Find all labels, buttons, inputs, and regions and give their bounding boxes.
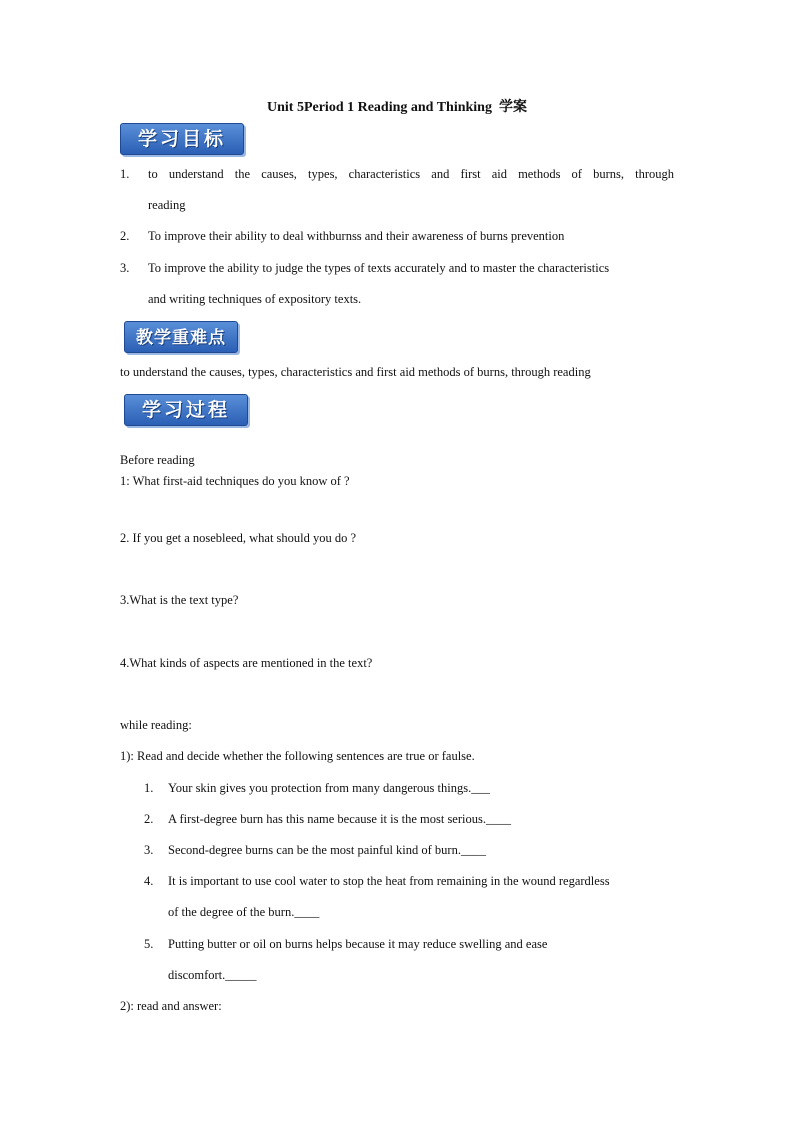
- objective-3-text-cont: and writing techniques of expository texts.: [148, 292, 362, 306]
- process-badge-label: 学习过程: [141, 399, 230, 421]
- before-question-1: 1: What first-aid techniques do you know of ?: [120, 474, 350, 488]
- objective-3-text: To improve the ability to judge the types of texts accurately and to master the characteristics: [148, 261, 610, 275]
- objectives-badge-label: 学习目标: [137, 128, 226, 150]
- statement-2-text: A first-degree burn has this name because it is the most serious.____: [168, 812, 511, 826]
- statement-5-number: 5.: [144, 937, 154, 951]
- before-reading-heading: Before reading: [120, 453, 195, 467]
- statement-4-number: 4.: [144, 874, 154, 888]
- while-reading-task-1: 1): Read and decide whether the following sentences are true or faulse.: [120, 749, 475, 763]
- statement-3-number: 3.: [144, 843, 154, 857]
- statement-5-text: Putting butter or oil on burns helps because it may reduce swelling and ease: [168, 937, 548, 951]
- objectives-badge: [120, 123, 244, 155]
- title-chinese: 学案: [498, 99, 527, 115]
- statement-1-number: 1.: [144, 781, 154, 795]
- objective-2-number: 2.: [120, 229, 130, 243]
- before-question-3: 3.What is the text type?: [120, 593, 239, 607]
- key-points-text: to understand the causes, types, characteristics and first aid methods of burns, through reading: [120, 365, 591, 379]
- while-reading-task-2: 2): read and answer:: [120, 999, 222, 1013]
- before-question-2: 2. If you get a nosebleed, what should you do ?: [120, 531, 357, 545]
- objective-3-number: 3.: [120, 261, 130, 275]
- process-badge: [124, 394, 248, 426]
- objective-1-number: 1.: [120, 167, 130, 181]
- statement-4-text: It is important to use cool water to stop the heat from remaining in the wound regardless: [168, 874, 610, 888]
- while-reading-heading: while reading:: [120, 718, 192, 732]
- objective-1-text-cont: reading: [148, 198, 186, 212]
- title-english: Unit 5Period 1 Reading and Thinking: [267, 100, 492, 115]
- objective-2-text: To improve their ability to deal withburnss and their awareness of burns prevention: [148, 229, 565, 243]
- statement-3-text: Second-degree burns can be the most painful kind of burn.____: [168, 843, 486, 857]
- key-points-badge: [124, 321, 238, 353]
- statement-4-text-cont: of the degree of the burn.____: [168, 905, 320, 919]
- key-points-badge-label: 教学重难点: [136, 328, 226, 348]
- statement-5-text-cont: discomfort._____: [168, 968, 257, 982]
- page-title: [0, 96, 794, 116]
- statement-1-text: Your skin gives you protection from many dangerous things.___: [168, 781, 490, 795]
- objective-1-text: to understand the causes, types, characteristics and first aid methods of burns, through: [148, 167, 674, 181]
- statement-2-number: 2.: [144, 812, 154, 826]
- before-question-4: 4.What kinds of aspects are mentioned in the text?: [120, 656, 373, 670]
